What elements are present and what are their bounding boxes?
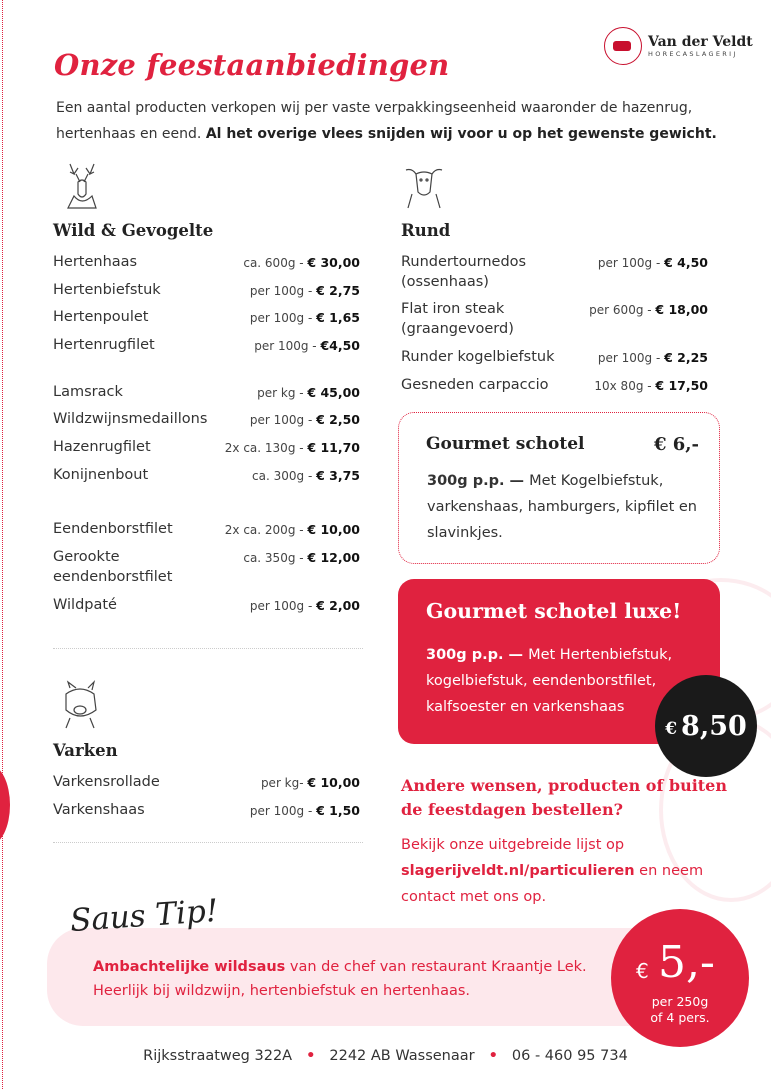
website-link[interactable]: slagerijveldt.nl/particulieren xyxy=(401,863,635,879)
footer-street: Rijksstraatweg 322A xyxy=(143,1048,293,1064)
divider xyxy=(53,648,363,649)
gourmet-luxe-desc: 300g p.p. — Met Hertenbiefstuk, kogelbiefstuk, eendenborstfilet, kalfsoester en varkenshaas xyxy=(426,647,673,715)
section-title-varken: Varken xyxy=(53,741,118,760)
product-row: Gerookte eendenborstfilet ca. 350g - € 12,00 xyxy=(53,549,360,585)
footer-address: Rijksstraatweg 322A • 2242 AB Wassenaar • 06 - 460 95 734 xyxy=(143,1048,628,1064)
brand-sub: HORECASLAGERIJ xyxy=(648,50,738,58)
section-title-wild: Wild & Gevogelte xyxy=(53,221,214,240)
gourmet-card xyxy=(398,412,720,564)
cow-icon xyxy=(400,160,448,210)
saus-tip-desc: Ambachtelijke wildsaus van de chef van restaurant Kraantje Lek. Heerlijk bij wildzwijn, hertenbiefstuk en hertenhaas. xyxy=(93,959,587,999)
gourmet-desc: 300g p.p. — Met Kogelbiefstuk, varkenshaas, hamburgers, kipfilet en slavinkjes. xyxy=(427,473,697,541)
footer-phone[interactable]: 06 - 460 95 734 xyxy=(511,1048,628,1064)
saus-tip-title: Saus Tip! xyxy=(68,892,220,940)
brand-name: Van der Veldt xyxy=(648,34,753,50)
product-row: Flat iron steak (graangevoerd) per 600g - € 18,00 xyxy=(401,301,708,337)
edge-circle xyxy=(0,765,10,845)
other-title: Andere wensen, producten of buiten de feestdagen bestellen? xyxy=(401,776,727,819)
section-title-rund: Rund xyxy=(401,221,451,240)
pig-icon xyxy=(56,680,104,730)
footer-city: 2242 AB Wassenaar xyxy=(329,1048,475,1064)
gourmet-luxe-price-badge: € 8,50 xyxy=(655,675,757,777)
deer-icon xyxy=(56,160,104,210)
gourmet-title: Gourmet schotel xyxy=(426,434,585,454)
dotted-edge xyxy=(2,0,3,1089)
gourmet-price: € 6,- xyxy=(653,434,699,455)
brand-logo xyxy=(604,27,753,65)
seal-icon xyxy=(604,27,642,65)
gourmet-luxe-title: Gourmet schotel luxe! xyxy=(426,599,682,623)
other-desc: Bekijk onze uitgebreide lijst op slagerijveldt.nl/particulieren en neem contact met ons op. xyxy=(401,837,704,905)
divider xyxy=(53,842,363,843)
saus-price-badge: € 5,- per 250g of 4 pers. xyxy=(611,909,749,1047)
intro-text: Een aantal producten verkopen wij per vaste verpakkingseenheid waaronder de hazenrug, hertenhaas en eend. Al het overige vlees snijden wij voor u op het gewenste gewicht. xyxy=(56,100,717,142)
page-title: Onze feestaanbiedingen xyxy=(54,48,450,82)
product-row: Rundertournedos (ossenhaas) per 100g - € 4,50 xyxy=(401,254,708,290)
other-wishes-block xyxy=(401,774,731,910)
